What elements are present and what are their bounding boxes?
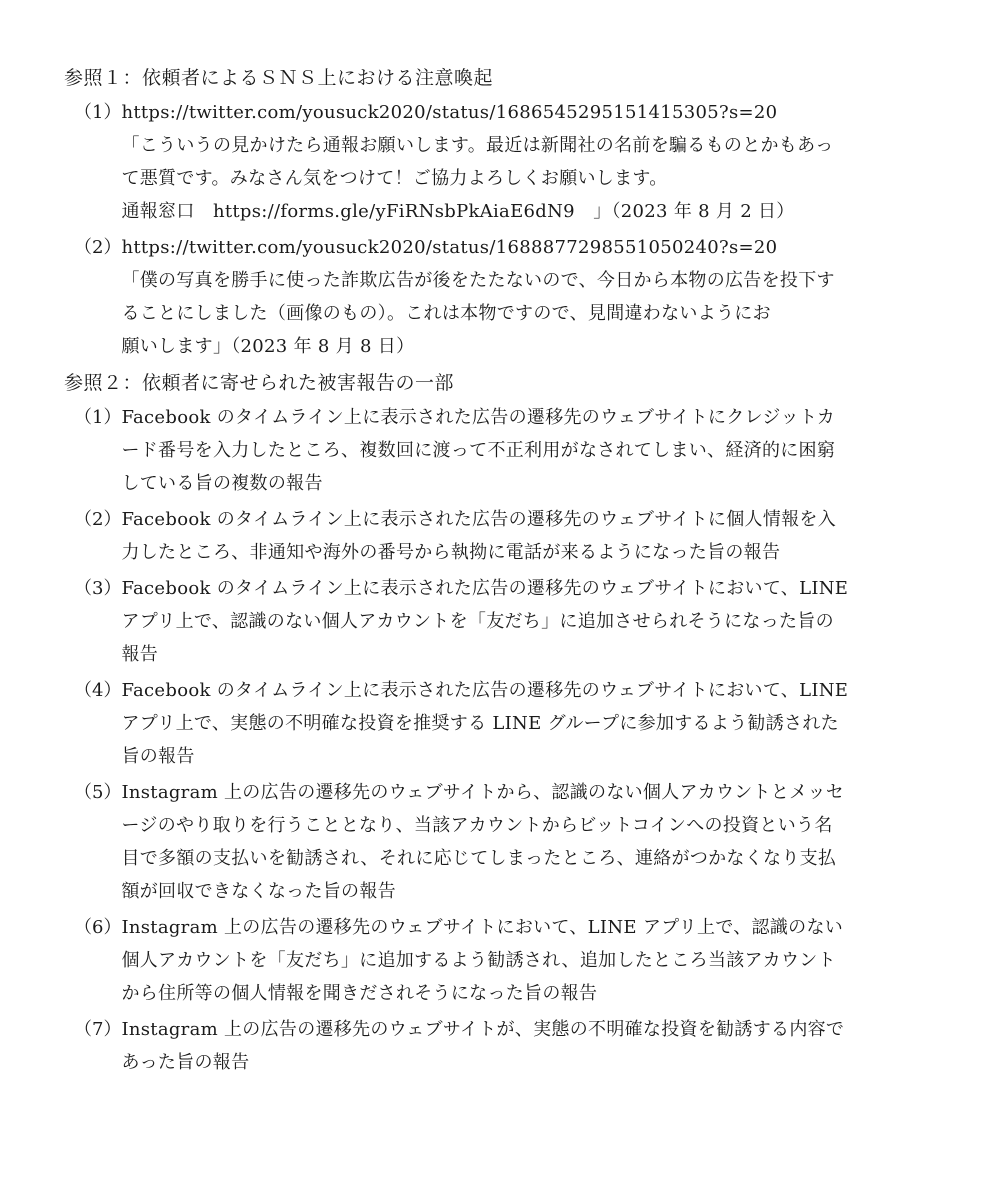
item-number: （1） bbox=[74, 102, 122, 123]
item-body bbox=[121, 776, 928, 908]
text-line: て悪質です。みなさん気をつけて！ご協力よろしくお願いします。 bbox=[121, 168, 668, 189]
text-line: ード番号を入力したところ、複数回に渡って不正利用がなされてしまい、経済的に困窮 bbox=[121, 440, 836, 461]
text-line: ージのやり取りを行うこととなり、当該アカウントからビットコインへの投資という名 bbox=[121, 815, 833, 836]
text-line: アプリ上で、認識のない個人アカウントを「友だち」に追加させられそうになった旨の bbox=[121, 611, 834, 632]
report-form-line: 通報窓口 https://forms.gle/yFiRNsbPkAiaE6dN9 」（2023 年 8 月 2 日） bbox=[121, 201, 795, 222]
text-line: Instagram 上の広告の遷移先のウェブサイトが、実態の不明確な投資を勧誘する内容で bbox=[121, 1019, 845, 1040]
item-number: （2） bbox=[74, 237, 122, 258]
section-heading-ref1: 参照１：依頼者によるＳＮＳ上における注意喚起 bbox=[64, 67, 494, 89]
item-body bbox=[121, 572, 928, 671]
text-line: Facebook のタイムライン上に表示された広告の遷移先のウェブサイトに個人情報を入 bbox=[121, 509, 837, 530]
text-line: 個人アカウントを「友だち」に追加するよう勧誘され、追加したところ当該アカウント bbox=[121, 950, 836, 971]
section-heading-ref2: 参照２：依頼者に寄せられた被害報告の一部 bbox=[64, 372, 455, 394]
item-number: （6） bbox=[74, 917, 122, 938]
text-line: 力したところ、非通知や海外の番号から執拗に電話が来るようになった旨の報告 bbox=[121, 542, 781, 563]
list-item bbox=[64, 911, 928, 1010]
item-body bbox=[121, 911, 928, 1010]
item-body bbox=[121, 96, 928, 228]
list-item bbox=[64, 674, 928, 773]
item-number: （3） bbox=[74, 578, 122, 599]
text-line: Instagram 上の広告の遷移先のウェブサイトから、認識のない個人アカウントとメッセ bbox=[121, 782, 845, 803]
list-item bbox=[64, 1013, 928, 1079]
item-number: （4） bbox=[74, 680, 122, 701]
list-item bbox=[64, 572, 928, 671]
text-line: 報告 bbox=[121, 644, 159, 665]
text-line: Instagram 上の広告の遷移先のウェブサイトにおいて、LINE アプリ上で、認識のない bbox=[121, 917, 844, 938]
list-item bbox=[64, 776, 928, 908]
item-number: （2） bbox=[74, 509, 122, 530]
list-item bbox=[64, 231, 928, 363]
tweet-url[interactable]: https://twitter.com/yousuck2020/status/1688877298551050240?s=20 bbox=[121, 237, 778, 258]
text-line: あった旨の報告 bbox=[121, 1052, 250, 1073]
item-body bbox=[121, 401, 928, 500]
text-line: 願いします」（2023 年 8 月 8 日） bbox=[121, 336, 415, 357]
text-line: 「こういうの見かけたら通報お願いします。最近は新聞社の名前を騙るものとかもあっ bbox=[121, 135, 834, 156]
text-line: 旨の報告 bbox=[121, 746, 195, 767]
text-line: している旨の複数の報告 bbox=[121, 473, 323, 494]
item-number: （7） bbox=[74, 1019, 122, 1040]
text-line: Facebook のタイムライン上に表示された広告の遷移先のウェブサイトにおいて、LINE bbox=[121, 680, 849, 701]
item-number: （1） bbox=[74, 407, 122, 428]
text-line: アプリ上で、実態の不明確な投資を推奨する LINE グループに参加するよう勧誘された bbox=[121, 713, 839, 734]
list-item bbox=[64, 401, 928, 500]
text-line: 「僕の写真を勝手に使った詐欺広告が後をたたないので、今日から本物の広告を投下す bbox=[121, 270, 835, 291]
list-item bbox=[64, 96, 928, 228]
text-line: ることにしました（画像のもの）。これは本物ですので、見間違わないようにお bbox=[121, 303, 771, 324]
item-body bbox=[121, 1013, 928, 1079]
tweet-url[interactable]: https://twitter.com/yousuck2020/status/1686545295151415305?s=20 bbox=[121, 102, 778, 123]
item-number: （5） bbox=[74, 782, 122, 803]
text-line: Facebook のタイムライン上に表示された広告の遷移先のウェブサイトにクレジットカ bbox=[121, 407, 836, 428]
text-line: から住所等の個人情報を聞きだされそうになった旨の報告 bbox=[121, 983, 598, 1004]
text-line: 目で多額の支払いを勧誘され、それに応じてしまったところ、連絡がつかなくなり支払 bbox=[121, 848, 837, 869]
item-body bbox=[121, 674, 928, 773]
text-line: Facebook のタイムライン上に表示された広告の遷移先のウェブサイトにおいて、LINE bbox=[121, 578, 849, 599]
item-body bbox=[121, 503, 928, 569]
item-body bbox=[121, 231, 928, 363]
list-item bbox=[64, 503, 928, 569]
text-line: 額が回収できなくなった旨の報告 bbox=[121, 881, 396, 902]
